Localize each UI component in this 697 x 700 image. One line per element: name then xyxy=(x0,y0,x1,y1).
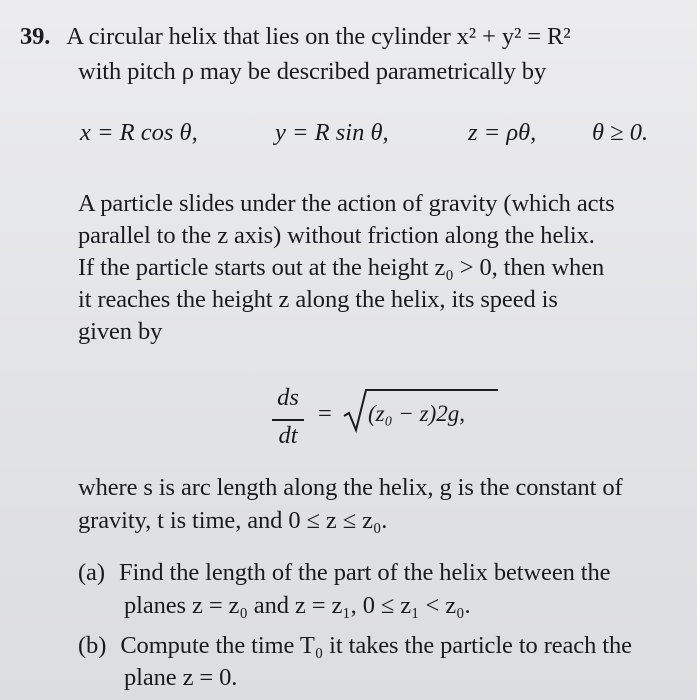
problem-first-line xyxy=(20,22,570,52)
problem-intro-line2: with pitch ρ may be described parametrically by xyxy=(78,58,547,85)
definitions-line1: where s is arc length along the helix, g is the constant of xyxy=(78,474,623,501)
square-root xyxy=(342,386,502,434)
description-line2: parallel to the z axis) without friction along the helix. xyxy=(78,222,595,249)
part-b xyxy=(78,631,632,661)
description-line4: it reaches the height z along the helix, its speed is xyxy=(78,286,558,313)
definitions-line2: gravity, t is time, and 0 ≤ z ≤ z₀. xyxy=(78,507,388,534)
x-equation: x = R cos θ, xyxy=(80,119,198,146)
fraction-bar xyxy=(272,419,304,421)
z-equation: z = ρθ, xyxy=(468,119,537,146)
part-b-line2: plane z = 0. xyxy=(124,664,238,691)
problem-intro-line1: A circular helix that lies on the cylinder x² + y² = R² xyxy=(66,23,571,50)
problem-number: 39. xyxy=(20,23,51,50)
fraction-numerator: ds xyxy=(277,384,299,411)
equals-sign: = xyxy=(318,400,332,427)
description-line3: If the particle starts out at the height z₀ > 0, then when xyxy=(78,254,605,281)
radicand: (z₀ − z)2g, xyxy=(368,401,465,426)
y-equation: y = R sin θ, xyxy=(275,119,389,146)
part-a-label: (a) xyxy=(78,559,105,586)
part-a-line2: planes z = z₀ and z = z₁, 0 ≤ z₁ < z₀. xyxy=(124,592,471,619)
theta-condition: θ ≥ 0. xyxy=(592,119,649,146)
part-b-line1: Compute the time T₀ it takes the particle to reach the xyxy=(120,632,632,659)
part-b-label: (b) xyxy=(78,632,107,659)
part-a xyxy=(78,558,610,588)
speed-fraction xyxy=(268,384,308,454)
part-a-line1: Find the length of the part of the helix between the xyxy=(118,559,611,586)
description-line1: A particle slides under the action of gravity (which acts xyxy=(78,190,615,217)
fraction-denominator: dt xyxy=(278,422,298,449)
description-line5: given by xyxy=(78,318,163,345)
